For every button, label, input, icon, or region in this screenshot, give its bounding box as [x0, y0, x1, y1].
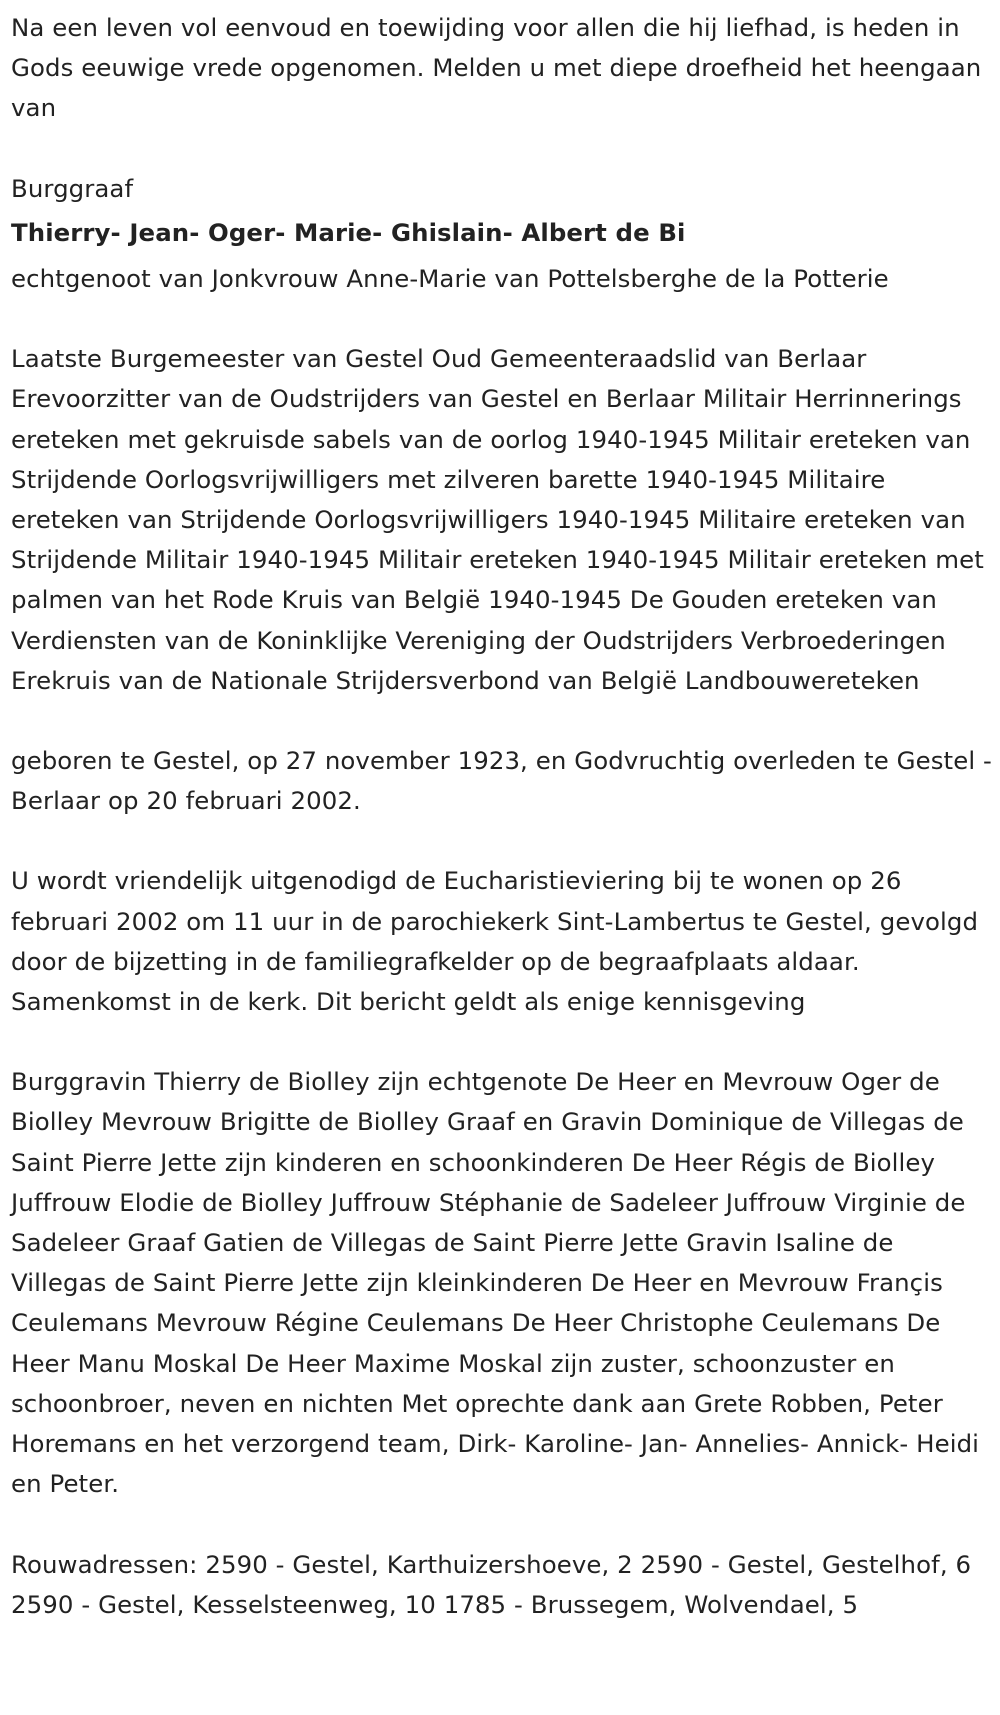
service-paragraph: U wordt vriendelijk uitgenodigd de Eucharistieviering bij te wonen op 26 februari 2002 om 11 uur in de parochiekerk Sint-Lambertus te Gestel, gevolgd door de bijzetting in de familiegrafkelder op de begraafplaats aldaar. Samenkomst in de kerk. Dit bericht geldt als enige kennisgeving [11, 866, 979, 1017]
deceased-name: Thierry- Jean- Oger- Marie- Ghislain- Albert de Bi [11, 217, 686, 247]
spacer [11, 1022, 992, 1062]
family-paragraph: Burggravin Thierry de Biolley zijn echtgenote De Heer en Mevrouw Oger de Biolley Mevrouw Brigitte de Biolley Graaf en Gravin Dominique de Villegas de Saint Pierre Jette zijn kinderen en schoonkinderen De Heer Régis de Biolley Juffrouw Elodie de Biolley Juffrouw Stéphanie de Sadeleer Juffrouw Virginie de Sadeleer Graaf Gatien de Villegas de Saint Pierre Jette Gravin Isaline de Villegas de Saint Pierre Jette zijn kleinkinderen De Heer en Mevrouw Françis Ceulemans Mevrouw Régine Ceulemans De Heer Christophe Ceulemans De Heer Manu Moskal De Heer Maxime Moskal zijn zuster, schoonzuster en schoonbroer, neven en nichten Met oprechte dank aan Grete Robben, Peter Horemans en het verzorgend team, Dirk- Karoline- Jan- Annelies- Annick- Heidi en Peter. [11, 1067, 980, 1499]
spacer [11, 299, 992, 339]
spacer [11, 821, 992, 861]
title-rank: Burggraaf [11, 173, 134, 203]
spacer [11, 701, 992, 741]
addresses-paragraph: Rouwadressen: 2590 - Gestel, Karthuizershoeve, 2 2590 - Gestel, Gestelhof, 6 2590 - Gestel, Kesselsteenweg, 10 1785 - Brussegem, Wolvendael, 5 [11, 1549, 972, 1619]
birth-death-paragraph: geboren te Gestel, op 27 november 1923, en Godvruchtig overleden te Gestel -Berlaar op 20 februari 2002. [11, 746, 992, 816]
honours-paragraph: Laatste Burgemeester van Gestel Oud Gemeenteraadslid van Berlaar Erevoorzitter van de Oudstrijders van Gestel en Berlaar Militair Herrinnerings ereteken met gekruisde sabels van de oorlog 1940-1945 Militair ereteken van Strijdende Oorlogsvrijwilligers met zilveren barette 1940-1945 Militaire ereteken van Strijdende Oorlogsvrijwilligers 1940-1945 Militaire ereteken van Strijdende Militair 1940-1945 Militair ereteken 1940-1945 Militair ereteken met palmen van het Rode Kruis van België 1940-1945 De Gouden ereteken van Verdiensten van de Koninklijke Vereniging der Oudstrijders Verbroederingen Erekruis van de Nationale Strijdersverbond van België Landbouwereteken [11, 344, 984, 695]
spouse-line: echtgenoot van Jonkvrouw Anne-Marie van Pottelsberghe de la Potterie [11, 264, 889, 294]
spacer [11, 1505, 992, 1545]
spacer [11, 129, 992, 169]
intro-paragraph: Na een leven vol eenvoud en toewijding voor allen die hij liefhad, is heden in Gods eeuwige vrede opgenomen. Melden u met diepe droefheid het heengaan van [11, 13, 982, 123]
